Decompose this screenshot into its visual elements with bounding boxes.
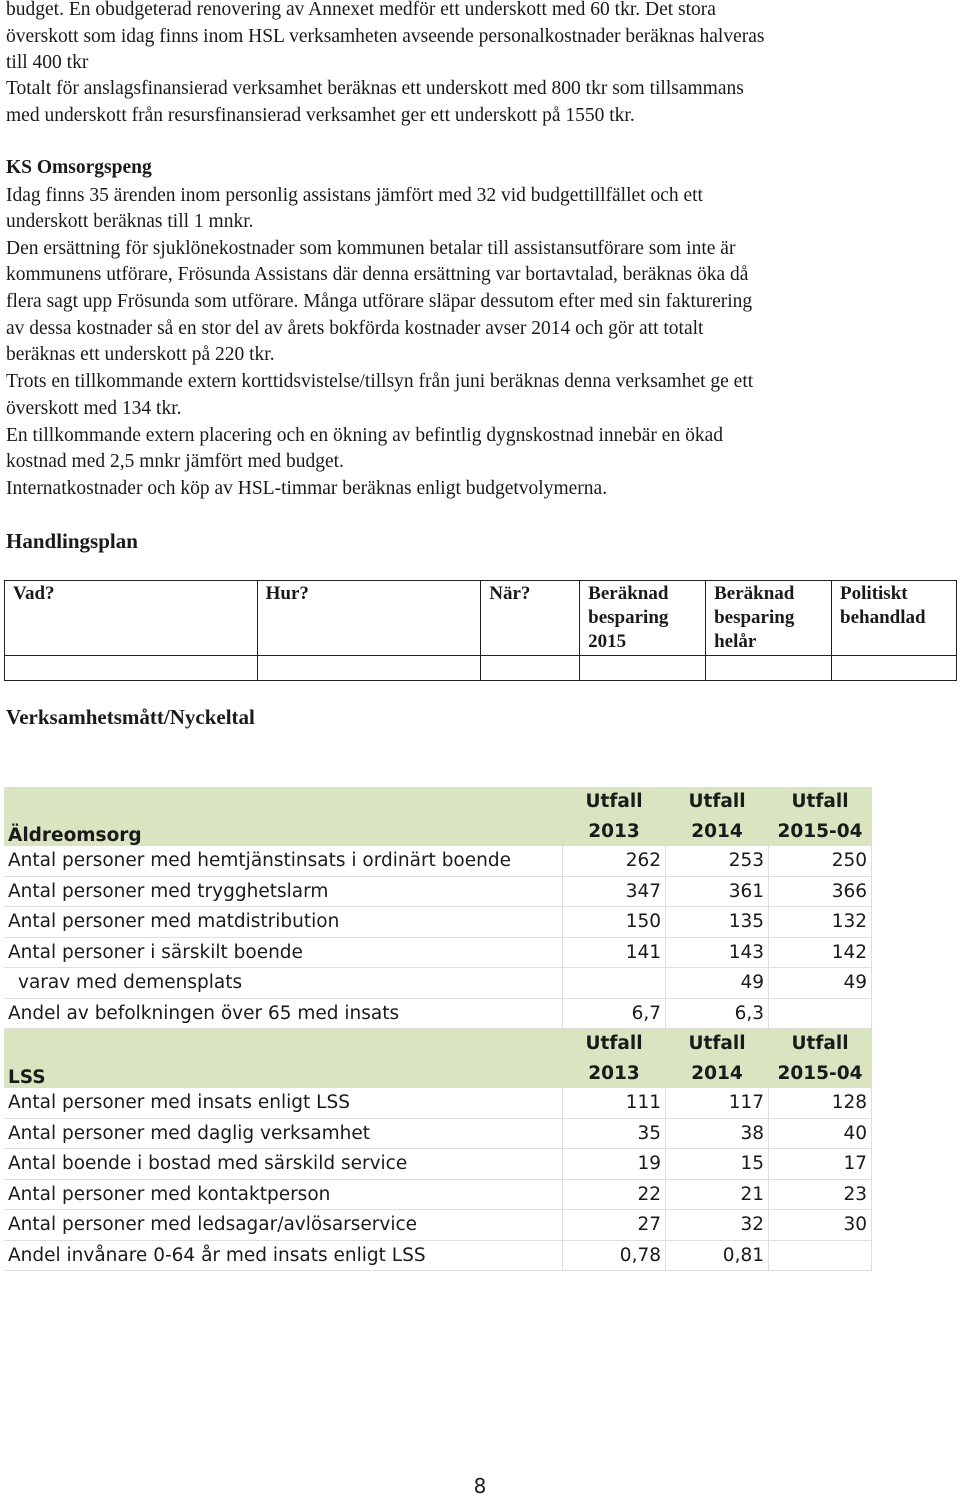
row-value: 27 xyxy=(563,1210,666,1241)
row-value: 40 xyxy=(769,1118,872,1149)
row-value: 49 xyxy=(769,968,872,999)
page-number: 8 xyxy=(473,1474,487,1498)
text-line: flera sagt upp Frösunda som utförare. Många utförare släpar dessutom efter med sin fakturering xyxy=(6,291,753,312)
table-cell xyxy=(481,656,580,681)
row-value: 262 xyxy=(563,846,666,876)
text-line: kommunens utförare, Frösunda Assistans där denna ersättning var bortavtalad, beräknas öka då xyxy=(6,264,749,285)
kpi-col-year: 2014 xyxy=(666,1059,769,1089)
row-value: 366 xyxy=(769,876,872,907)
table-row xyxy=(4,846,872,876)
row-value: 0,78 xyxy=(563,1240,666,1271)
row-value: 135 xyxy=(666,907,769,938)
table-row xyxy=(4,1088,872,1118)
row-label: varav med demensplats xyxy=(4,968,563,999)
row-value: 128 xyxy=(769,1088,872,1118)
row-value xyxy=(769,1240,872,1271)
kpi-col-year: 2014 xyxy=(666,817,769,847)
kpi-group-title-aldreomsorg: Äldreomsorg xyxy=(4,817,563,847)
row-value: 32 xyxy=(666,1210,769,1241)
row-label: Antal personer med daglig verksamhet xyxy=(4,1118,563,1149)
text-line: överskott med 134 tkr. xyxy=(6,398,182,419)
row-label: Antal personer med matdistribution xyxy=(4,907,563,938)
row-value: 49 xyxy=(666,968,769,999)
row-value: 0,81 xyxy=(666,1240,769,1271)
row-value: 150 xyxy=(563,907,666,938)
table-cell xyxy=(706,656,832,681)
table-row xyxy=(4,1240,872,1271)
section-heading-verksamhetsmatt: Verksamhetsmått/Nyckeltal xyxy=(6,705,255,729)
table-row xyxy=(4,968,872,999)
kpi-col-year: 2015-04 xyxy=(769,1059,872,1089)
row-value: 111 xyxy=(563,1088,666,1118)
table-row xyxy=(4,1179,872,1210)
section-heading-ks-omsorgspeng: KS Omsorgspeng xyxy=(6,157,152,178)
table-row xyxy=(4,876,872,907)
kpi-col-year: 2013 xyxy=(563,1059,666,1089)
row-value: 117 xyxy=(666,1088,769,1118)
row-value: 250 xyxy=(769,846,872,876)
text-line: överskott som idag finns inom HSL verksamheten avseende personalkostnader beräknas halveras xyxy=(6,26,765,47)
column-header-besparing-helar: Beräknad besparing helår xyxy=(706,581,832,656)
row-value: 6,7 xyxy=(563,998,666,1029)
row-label: Antal personer med ledsagar/avlösarservice xyxy=(4,1210,563,1241)
table-cell xyxy=(832,656,957,681)
row-label: Antal personer med kontaktperson xyxy=(4,1179,563,1210)
text-line: av dessa kostnader så en stor del av årets bokförda kostnader avser 2014 och gör att totalt xyxy=(6,318,704,339)
row-value xyxy=(769,998,872,1029)
row-label: Andel invånare 0-64 år med insats enligt LSS xyxy=(4,1240,563,1271)
kpi-header-row xyxy=(4,1029,872,1059)
column-header-hur: Hur? xyxy=(257,581,481,656)
section-heading-handlingsplan: Handlingsplan xyxy=(6,529,138,553)
kpi-header-row xyxy=(4,1059,872,1089)
column-header-vad: Vad? xyxy=(5,581,258,656)
kpi-spacer xyxy=(4,1029,563,1059)
row-label: Antal personer med hemtjänstinsats i ordinärt boende xyxy=(4,846,563,876)
table-cell xyxy=(257,656,481,681)
row-value: 132 xyxy=(769,907,872,938)
kpi-col-top: Utfall xyxy=(666,1029,769,1059)
row-label: Antal personer med trygghetslarm xyxy=(4,876,563,907)
kpi-col-top: Utfall xyxy=(666,787,769,817)
table-row xyxy=(4,1210,872,1241)
row-label: Antal personer med insats enligt LSS xyxy=(4,1088,563,1118)
row-value: 361 xyxy=(666,876,769,907)
kpi-group-title-lss: LSS xyxy=(4,1059,563,1089)
row-value: 23 xyxy=(769,1179,872,1210)
kpi-col-top: Utfall xyxy=(563,787,666,817)
row-value: 6,3 xyxy=(666,998,769,1029)
kpi-table xyxy=(4,787,872,1271)
row-value: 141 xyxy=(563,937,666,968)
table-cell xyxy=(5,656,258,681)
kpi-col-top: Utfall xyxy=(563,1029,666,1059)
text-line: Den ersättning för sjuklönekostnader som kommunen betalar till assistansutförare som inte är xyxy=(6,238,736,259)
table-row xyxy=(4,998,872,1029)
kpi-spacer xyxy=(4,787,563,817)
text-line: kostnad med 2,5 mnkr jämfört med budget. xyxy=(6,451,344,472)
row-value: 38 xyxy=(666,1118,769,1149)
kpi-col-top: Utfall xyxy=(769,1029,872,1059)
text-line: Internatkostnader och köp av HSL-timmar beräknas enligt budgetvolymerna. xyxy=(6,478,608,499)
text-line: med underskott från resursfinansierad verksamhet ger ett underskott på 1550 tkr. xyxy=(6,105,635,126)
column-header-politiskt-behandlad: Politiskt behandlad xyxy=(832,581,957,656)
text-line: till 400 tkr xyxy=(6,52,89,73)
table-row xyxy=(4,907,872,938)
table-cell xyxy=(580,656,706,681)
column-header-besparing-2015: Beräknad besparing 2015 xyxy=(580,581,706,656)
table-row xyxy=(4,937,872,968)
row-label: Antal personer i särskilt boende xyxy=(4,937,563,968)
row-value: 30 xyxy=(769,1210,872,1241)
row-value: 21 xyxy=(666,1179,769,1210)
text-line: budget. En obudgeterad renovering av Annexet medför ett underskott med 60 tkr. Det stora xyxy=(6,0,716,20)
row-value: 17 xyxy=(769,1149,872,1180)
column-header-nar: När? xyxy=(481,581,580,656)
kpi-header-row xyxy=(4,787,872,817)
text-line: Totalt för anslagsfinansierad verksamhet beräknas ett underskott med 800 tkr som tillsammans xyxy=(6,78,744,99)
row-value: 22 xyxy=(563,1179,666,1210)
text-line: underskott beräknas till 1 mnkr. xyxy=(6,211,254,232)
text-line: Idag finns 35 ärenden inom personlig assistans jämfört med 32 vid budgettillfället och ett xyxy=(6,185,703,206)
row-value: 15 xyxy=(666,1149,769,1180)
kpi-col-year: 2015-04 xyxy=(769,817,872,847)
row-value: 143 xyxy=(666,937,769,968)
row-value: 347 xyxy=(563,876,666,907)
text-line: En tillkommande extern placering och en ökning av befintlig dygnskostnad innebär en ökad xyxy=(6,425,723,446)
table-row xyxy=(5,656,957,681)
row-value: 19 xyxy=(563,1149,666,1180)
table-header-row xyxy=(5,581,957,656)
row-value: 142 xyxy=(769,937,872,968)
handlingsplan-table xyxy=(4,580,957,681)
row-label: Antal boende i bostad med särskild service xyxy=(4,1149,563,1180)
row-label: Andel av befolkningen över 65 med insats xyxy=(4,998,563,1029)
table-row xyxy=(4,1149,872,1180)
row-value: 253 xyxy=(666,846,769,876)
text-line: Trots en tillkommande extern korttidsvistelse/tillsyn från juni beräknas denna verksamhet ge ett xyxy=(6,371,754,392)
row-value: 35 xyxy=(563,1118,666,1149)
kpi-col-top: Utfall xyxy=(769,787,872,817)
kpi-header-row xyxy=(4,817,872,847)
text-line: beräknas ett underskott på 220 tkr. xyxy=(6,344,275,365)
row-value xyxy=(563,968,666,999)
kpi-col-year: 2013 xyxy=(563,817,666,847)
table-row xyxy=(4,1118,872,1149)
